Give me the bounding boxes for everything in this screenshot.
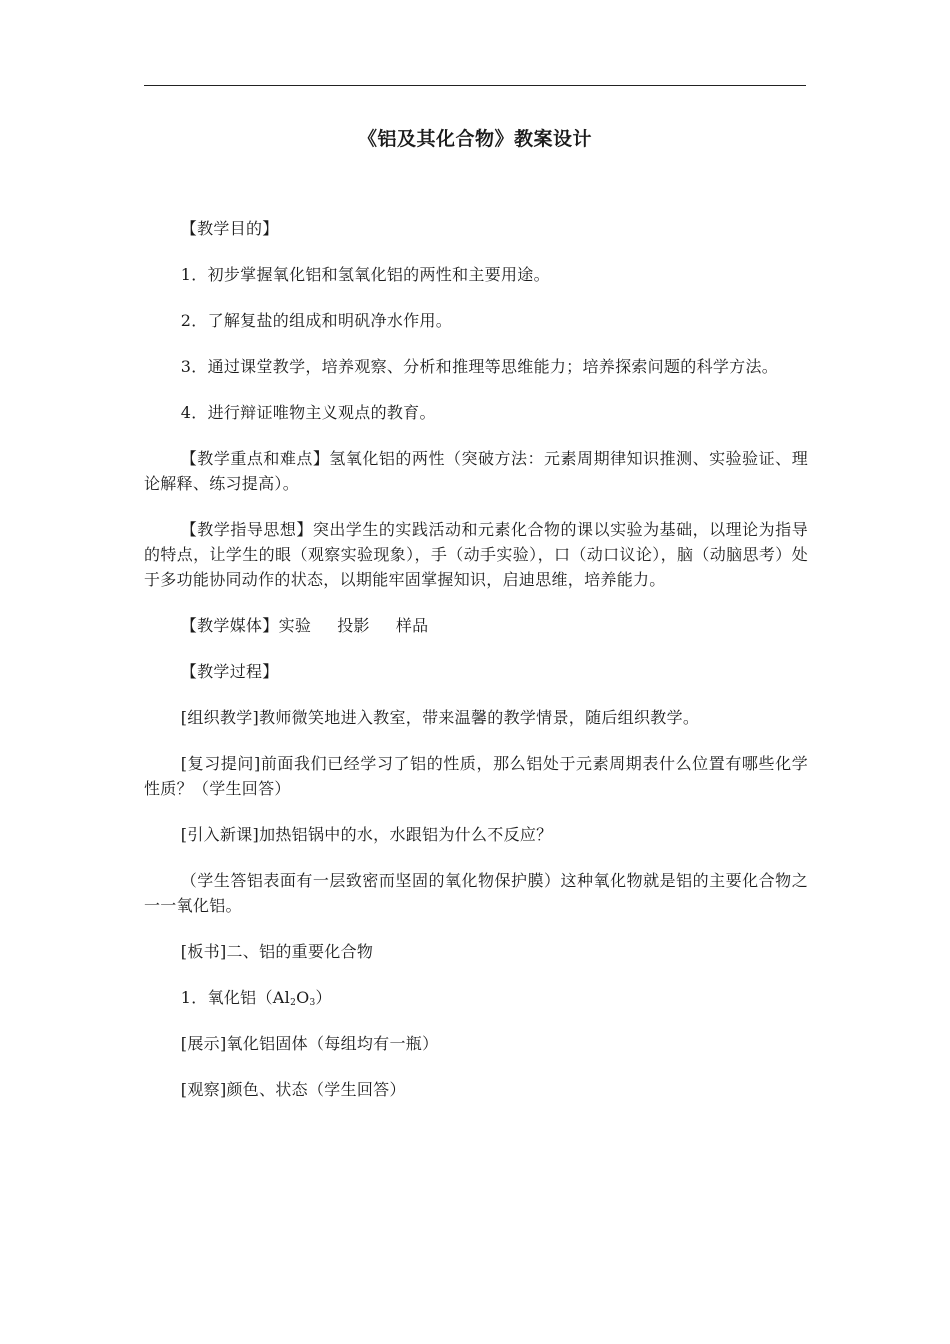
formula-oxygen: O — [296, 988, 310, 1007]
objective-item-1: 1．初步掌握氧化铝和氢氧化铝的两性和主要用途。 — [180, 265, 550, 284]
process-observe: [观察]颜色、状态（学生回答） — [180, 1080, 406, 1099]
document-title: 《铝及其化合物》教案设计 — [357, 128, 592, 150]
alumina-heading-text: 1．氧化铝（Al — [180, 988, 291, 1007]
teaching-media-label: 【教学媒体】 — [180, 616, 279, 635]
header-rule — [144, 85, 806, 86]
media-item-experiment: 实验 — [278, 616, 312, 635]
document-body — [144, 216, 808, 1123]
teaching-media-paragraph — [144, 613, 808, 638]
process-organize-class: [组织教学]教师微笑地进入教室，带来温馨的教学情景，随后组织教学。 — [180, 708, 700, 727]
process-introduce-lesson: [引入新课]加热铝锅中的水，水跟铝为什么不反应？ — [180, 825, 553, 844]
media-item-projection: 投影 — [337, 616, 370, 635]
objective-item-2: 2．了解复盐的组成和明矾净水作用。 — [180, 311, 453, 330]
objective-item-3: 3．通过课堂教学，培养观察、分析和推理等思维能力；培养探索问题的科学方法。 — [180, 357, 779, 376]
objective-item-4: 4．进行辩证唯物主义观点的教育。 — [180, 403, 436, 422]
media-item-sample: 样品 — [395, 616, 429, 635]
subscript-3: 3 — [309, 998, 316, 1008]
formula-close-paren: ） — [315, 988, 332, 1007]
alumina-heading — [144, 985, 808, 1010]
process-blackboard: [板书]二、铝的重要化合物 — [180, 942, 374, 961]
process-student-answer: （学生答铝表面有一层致密而坚固的氧化物保护膜）这种氧化物就是铝的主要化合物之一一氧化铝。 — [144, 871, 808, 915]
process-review-question: [复习提问]前面我们已经学习了铝的性质，那么铝处于元素周期表什么位置有哪些化学性质？（学生回答） — [144, 754, 808, 798]
key-points-paragraph: 【教学重点和难点】氢氧化铝的两性（突破方法：元素周期律知识推测、实验验证、理论解释、练习提高）。 — [144, 449, 808, 493]
subscript-2: 2 — [290, 998, 297, 1008]
section-heading-objectives: 【教学目的】 — [180, 219, 279, 238]
guiding-idea-paragraph: 【教学指导思想】突出学生的实践活动和元素化合物的课以实验为基础，以理论为指导的特点，让学生的眼（观察实验现象），手（动手实验），口（动口议论），脑（动脑思考）处于多功能协同动作的状态，以期能牢固掌握知识，启迪思维，培养能力。 — [144, 520, 808, 589]
section-heading-process: 【教学过程】 — [180, 662, 279, 681]
process-display: [展示]氧化铝固体（每组均有一瓶） — [180, 1034, 439, 1053]
